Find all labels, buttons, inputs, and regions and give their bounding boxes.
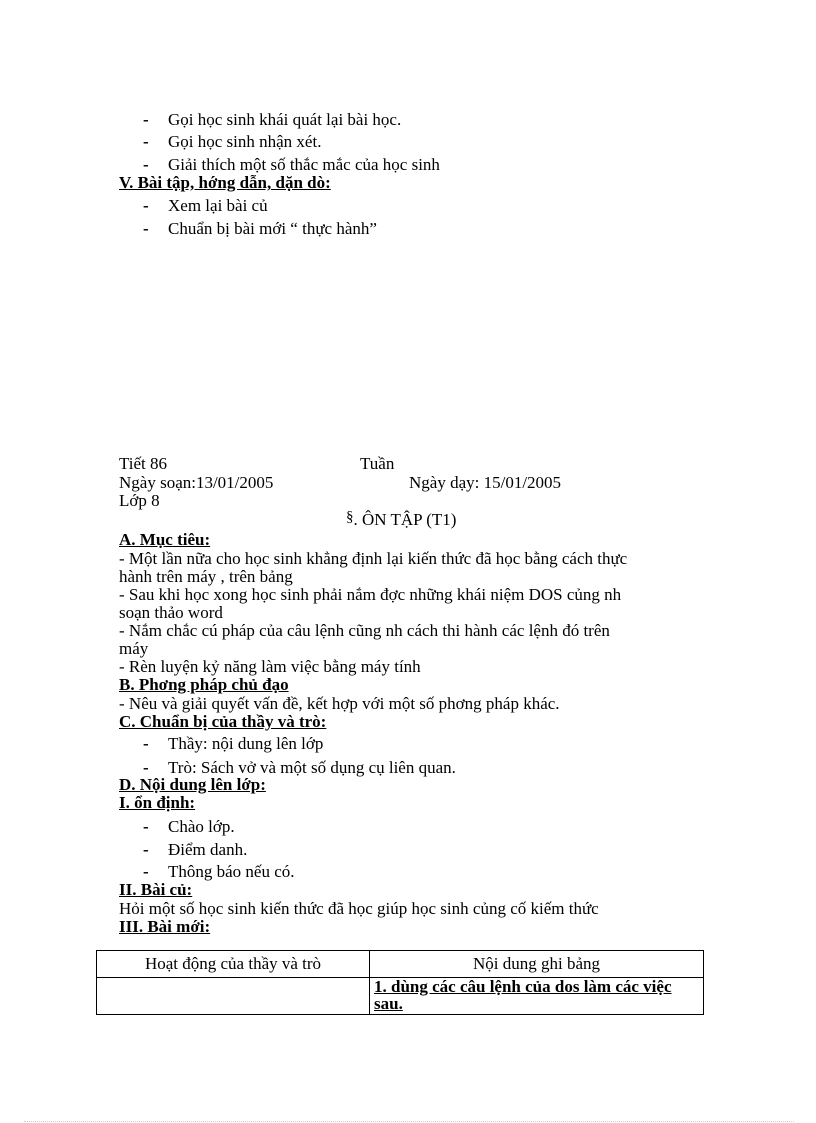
bullet-dash: - xyxy=(143,155,149,174)
bullet-dash: - xyxy=(143,734,149,753)
list-item xyxy=(143,735,323,753)
method-text: - Nêu và giải quyết vấn đề, kết hợp với một số phơng pháp khác. xyxy=(119,694,560,713)
lesson-number: Tiết 86 xyxy=(119,454,168,473)
objective-line: hành trên máy , trên bảng xyxy=(119,567,293,586)
list-item xyxy=(143,818,235,836)
week-label: Tuần xyxy=(360,454,395,473)
list-item-text: Thầy: nội dung lên lớp xyxy=(168,734,324,753)
list-item-text: Gọi học sinh khái quát lại bài học. xyxy=(168,110,402,129)
list-item xyxy=(143,841,247,859)
table-header-activity: Hoạt động của thầy và trò xyxy=(97,951,370,978)
bullet-dash: - xyxy=(143,132,149,151)
section-ii-heading: II. Bài củ: xyxy=(119,880,193,899)
objective-line: - Sau khi học xong học sinh phải nắm đợc những khái niệm DOS củng nh xyxy=(119,585,622,604)
objective-line: - Nắm chắc cú pháp của câu lệnh cũng nh cách thi hành các lệnh đó trên xyxy=(119,621,610,640)
list-item-text: Điểm danh. xyxy=(168,840,248,859)
section-iii-heading: III. Bài mới: xyxy=(119,917,211,936)
table-cell-activity xyxy=(97,978,370,1015)
list-item-text: Giải thích một số thắc mắc của học sinh xyxy=(168,155,440,174)
list-item xyxy=(143,133,321,151)
objective-line: - Một lần nữa cho học sinh khẳng định lại kiến thức đã học bằng cách thực xyxy=(119,549,628,568)
review-text: Hỏi một số học sinh kiến thức đã học giúp học sinh củng cố kiếm thức xyxy=(119,899,599,918)
list-item-text: Trò: Sách vở và một số dụng cụ liên quan. xyxy=(168,758,456,777)
section-c-heading: C. Chuẩn bị của thầy và trò: xyxy=(119,712,327,731)
section-d-heading: D. Nội dung lên lớp: xyxy=(119,775,266,794)
bullet-dash: - xyxy=(143,817,149,836)
section-v-heading: V. Bài tập, hớng dẫn, dặn dò: xyxy=(119,173,331,192)
list-item-text: Xem lại bài củ xyxy=(168,196,268,215)
list-item-text: Chuẩn bị bài mới “ thực hành” xyxy=(168,219,377,238)
section-i-heading: I. ổn định: xyxy=(119,793,196,812)
section-b-heading: B. Phơng pháp chủ đạo xyxy=(119,675,289,694)
list-item xyxy=(143,156,440,174)
page-bottom-edge xyxy=(24,1121,794,1122)
bullet-dash: - xyxy=(143,862,149,881)
list-item-text: Chào lớp. xyxy=(168,817,235,836)
table-header-content: Nội dung ghi bảng xyxy=(370,951,704,978)
list-item xyxy=(143,863,295,881)
objective-line: soạn thảo word xyxy=(119,603,223,622)
list-item-text: Thông báo nếu có. xyxy=(168,862,295,881)
table-row xyxy=(97,978,704,1015)
bullet-dash: - xyxy=(143,196,149,215)
objective-line: máy xyxy=(119,639,149,658)
table-cell-content: 1. dùng các câu lệnh của dos làm các việc sau. xyxy=(370,978,704,1015)
list-item-text: Gọi học sinh nhận xét. xyxy=(168,132,322,151)
lesson-table xyxy=(96,950,704,1015)
list-item xyxy=(143,220,377,238)
prep-date: Ngày soạn:13/01/2005 xyxy=(119,473,274,492)
section-a-heading: A. Mục tiêu: xyxy=(119,530,211,549)
lesson-title-text: . ÔN TẬP (T1) xyxy=(353,510,457,529)
bullet-dash: - xyxy=(143,110,149,129)
bullet-dash: - xyxy=(143,840,149,859)
table-header-row xyxy=(97,951,704,978)
bullet-dash: - xyxy=(143,758,149,777)
teach-date: Ngày dạy: 15/01/2005 xyxy=(409,473,562,492)
lesson-title xyxy=(346,511,456,530)
bullet-dash: - xyxy=(143,219,149,238)
class-label: Lớp 8 xyxy=(119,491,160,510)
list-item xyxy=(143,197,268,215)
objective-line: - Rèn luyện kỷ năng làm việc bằng máy tính xyxy=(119,657,421,676)
section-symbol: § xyxy=(346,509,354,525)
list-item xyxy=(143,111,401,129)
